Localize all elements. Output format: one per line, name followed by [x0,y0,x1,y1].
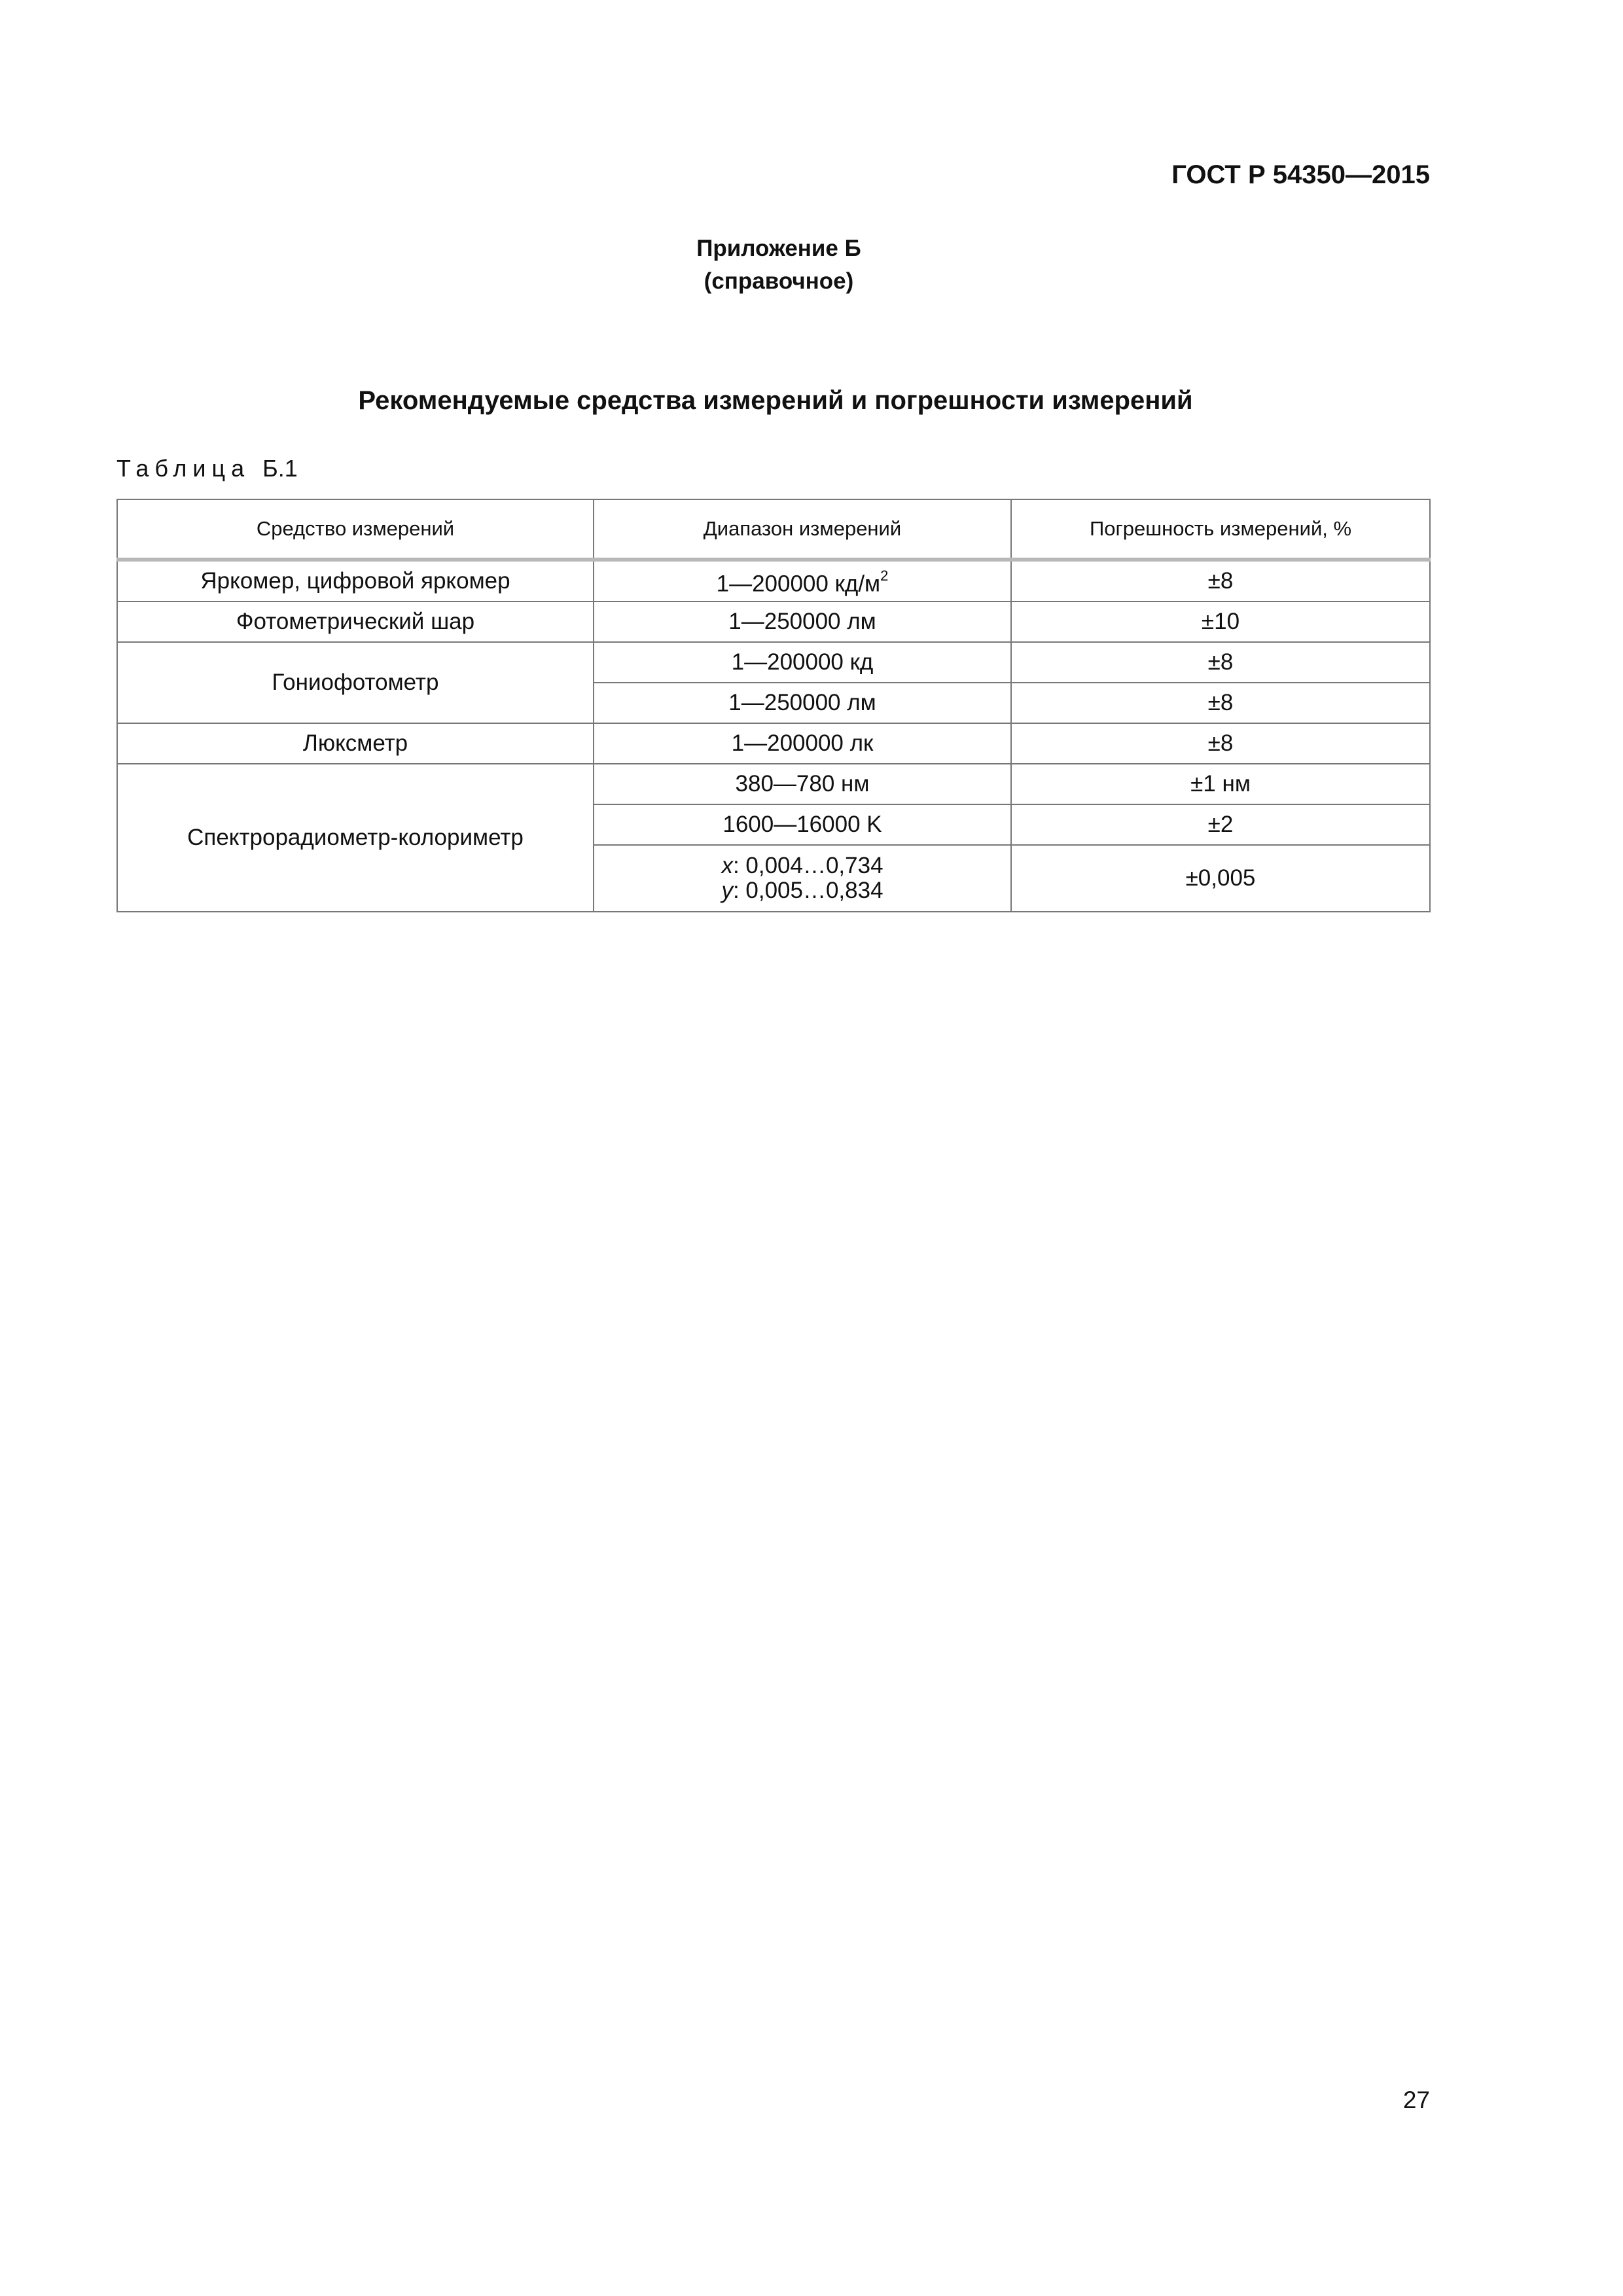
header-error: Погрешность измерений, % [1011,499,1430,560]
instrument-cell: Спектрорадиометр-колориметр [117,764,594,912]
appendix-subtitle: (справочное) [704,268,854,294]
table-row [117,560,1430,601]
table-caption [116,455,298,482]
error-cell: ±8 [1011,683,1430,723]
table-row [117,642,1430,683]
chromaticity-y-range [601,878,1004,903]
range-cell: 1—200000 лк [594,723,1011,764]
table-header-row [117,499,1430,560]
range-cell: 1—250000 лм [594,601,1011,642]
error-cell: ±8 [1011,560,1430,601]
instrument-cell: Фотометрический шар [117,601,594,642]
error-cell: ±8 [1011,723,1430,764]
header-range: Диапазон измерений [594,499,1011,560]
instrument-cell: Гониофотометр [117,642,594,723]
range-cell [594,560,1011,601]
range-cell: 1—250000 лм [594,683,1011,723]
range-cell: 380—780 нм [594,764,1011,804]
section-title-text: Рекомендуемые средства измерений и погрешности измерений [358,386,1193,415]
page-number: 27 [1402,2087,1430,2113]
standard-number: ГОСТ Р 54350—2015 [1171,160,1430,189]
error-cell: ±2 [1011,804,1430,845]
range-unit-exponent: 2 [880,567,889,584]
range-cell: 1—200000 кд [594,642,1011,683]
measurement-instruments-table [116,499,1431,912]
table-row [117,601,1430,642]
header-instrument: Средство измерений [117,499,594,560]
appendix-title: Приложение Б [696,236,861,261]
range-value: 1—200000 кд/м [716,571,881,597]
instrument-cell: Яркомер, цифровой яркомер [117,560,594,601]
chromaticity-y-value: : 0,005…0,834 [732,878,883,903]
error-cell: ±10 [1011,601,1430,642]
section-title [0,386,1623,416]
chromaticity-y-label: y [721,878,733,903]
error-cell: ±8 [1011,642,1430,683]
chromaticity-x-value: : 0,004…0,734 [732,853,883,878]
table-row [117,723,1430,764]
error-cell: ±0,005 [1011,845,1430,912]
instrument-cell: Люксметр [117,723,594,764]
chromaticity-x-range [601,853,1004,878]
table-row [117,764,1430,804]
chromaticity-x-label: x [721,853,733,878]
table-caption-number: Б.1 [262,455,298,482]
range-cell [594,845,1011,912]
error-cell: ±1 нм [1011,764,1430,804]
appendix-heading [0,232,1623,298]
range-cell: 1600—16000 K [594,804,1011,845]
table-caption-word: Таблица [116,455,251,482]
